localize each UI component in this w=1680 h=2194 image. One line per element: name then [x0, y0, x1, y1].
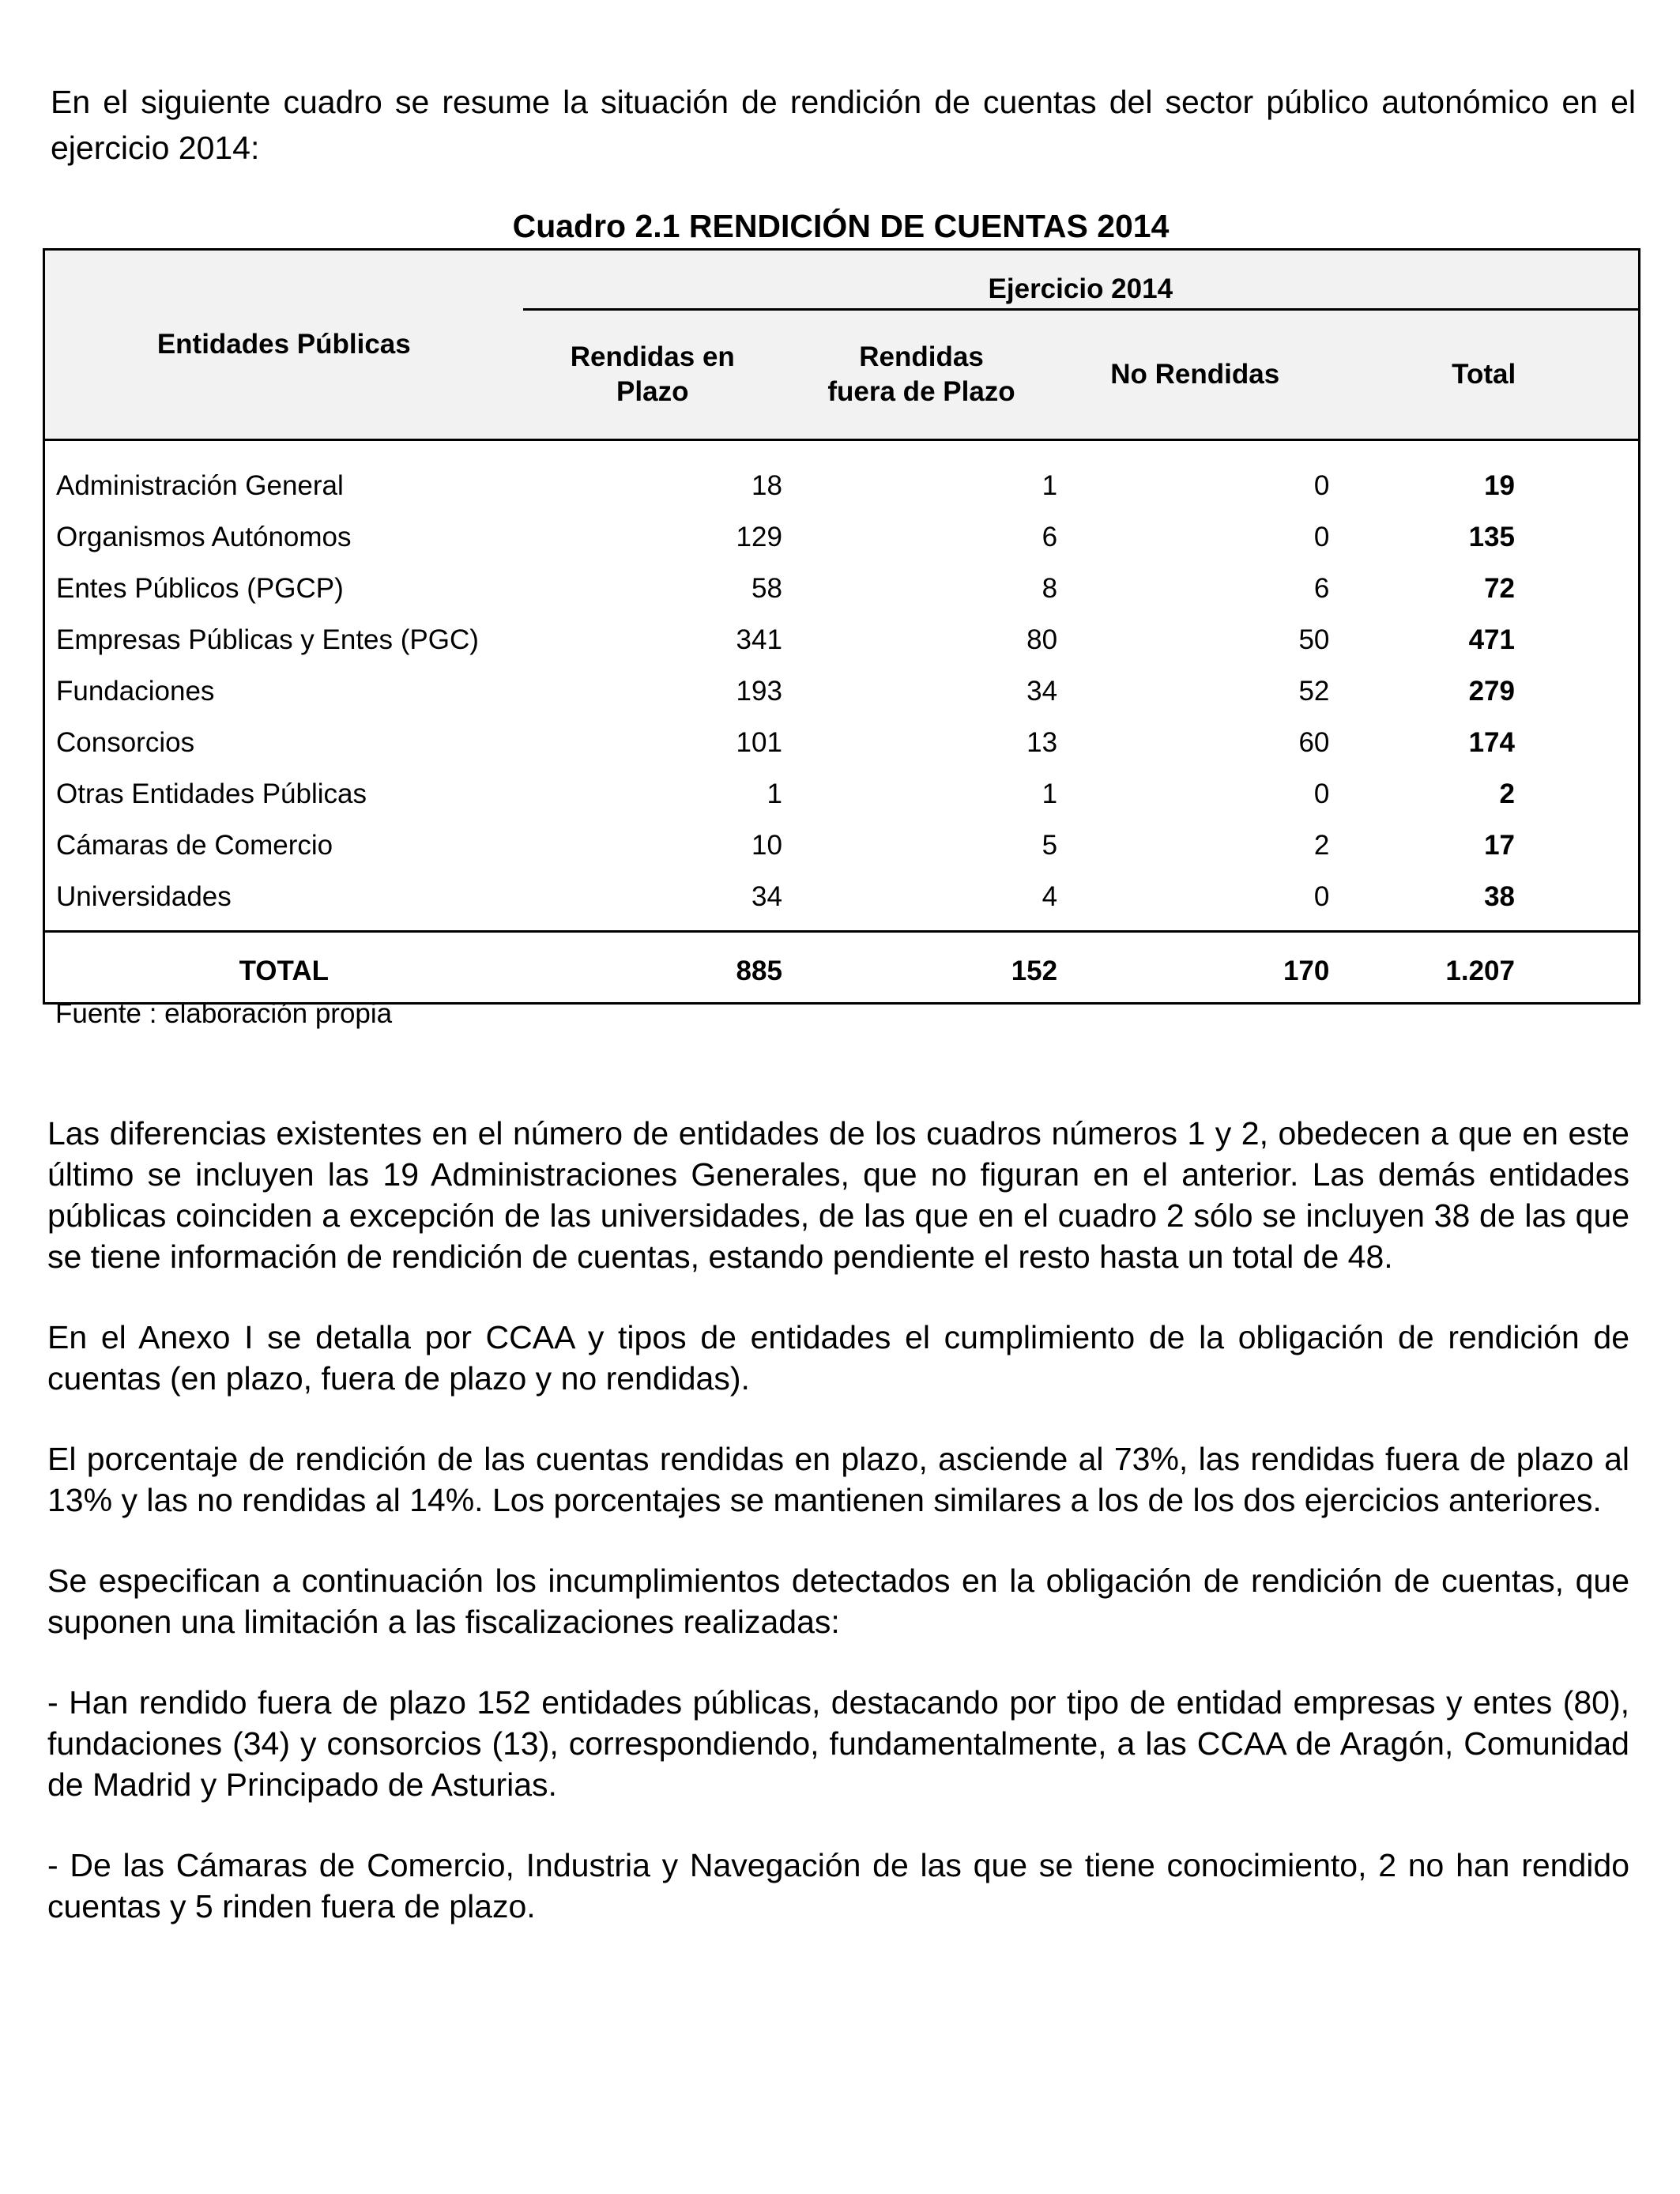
row-total: 17	[1484, 829, 1515, 861]
header-entity: Entidades Públicas	[44, 250, 523, 440]
table-row	[44, 665, 1640, 717]
row-no: 52	[1298, 675, 1330, 707]
row-plazo: 129	[736, 521, 782, 552]
row-no: 6	[1313, 572, 1330, 604]
row-fuera: 6	[1042, 521, 1058, 552]
paragraph: Las diferencias existentes en el número de entidades de los cuadros números 1 y 2, obedecen a que en este último se incluyen las 19 Administraciones Generales, que no figuran en el anterior. Las demás entidades públicas coinciden a excepción de las universidades, de las que en el cuadro 2 sólo se incluyen 38 de las que se tiene información de rendición de cuentas, estando pendiente el resto hasta un total de 48.	[47, 1115, 1629, 1275]
paragraph: Se especifican a continuación los incumplimientos detectados en la obligación de rendición de cuentas, que suponen una limitación a las fiscalizaciones realizadas:	[47, 1563, 1629, 1640]
table-title: Cuadro 2.1 RENDICIÓN DE CUENTAS 2014	[512, 208, 1170, 244]
row-entity-name: Entes Públicos (PGCP)	[56, 572, 344, 604]
header-total: Total	[1329, 310, 1639, 440]
header-rendidas-fuera	[782, 310, 1060, 440]
row-total: 174	[1468, 726, 1515, 758]
row-entity-name: Universidades	[56, 880, 232, 912]
row-fuera: 13	[1026, 726, 1058, 758]
body-text	[47, 1113, 1629, 1966]
row-total: 72	[1484, 572, 1515, 604]
table-row	[44, 768, 1640, 820]
table-row	[44, 511, 1640, 563]
row-entity-name: Consorcios	[56, 726, 195, 758]
row-plazo: 18	[751, 469, 782, 501]
intro-paragraph: En el siguiente cuadro se resume la situación de rendición de cuentas del sector público autonómico en el ejercicio 2014:	[51, 84, 1636, 166]
paragraph: - Han rendido fuera de plazo 152 entidades públicas, destacando por tipo de entidad empresas y entes (80), fundaciones (34) y consorcios (13), correspondiendo, fundamentalmente, a las CCAA de Aragón, Comunidad de Madrid y Principado de Asturias.	[47, 1684, 1629, 1803]
paragraph: El porcentaje de rendición de las cuentas rendidas en plazo, asciende al 73%, las rendidas fuera de plazo al 13% y las no rendidas al 14%. Los porcentajes se mantienen similares a los de los dos ejercicios anteriores.	[47, 1441, 1629, 1518]
row-total: 135	[1468, 521, 1515, 552]
row-plazo: 58	[751, 572, 782, 604]
row-total: 2	[1499, 778, 1515, 809]
row-fuera: 5	[1042, 829, 1058, 861]
header-rendidas-fuera-line1: Rendidas	[859, 341, 984, 372]
row-no: 0	[1313, 521, 1330, 552]
total-row	[44, 932, 1640, 1004]
table-row	[44, 614, 1640, 665]
total-no: 170	[1060, 932, 1329, 1004]
row-plazo: 341	[736, 624, 782, 655]
total-plazo: 885	[523, 932, 782, 1004]
row-plazo: 1	[767, 778, 782, 809]
total-label: TOTAL	[44, 932, 523, 1004]
row-total: 19	[1484, 469, 1515, 501]
row-no: 50	[1298, 624, 1330, 655]
row-total: 279	[1468, 675, 1515, 707]
row-total: 471	[1468, 624, 1515, 655]
table-row	[44, 717, 1640, 768]
row-no: 0	[1313, 469, 1330, 501]
row-plazo: 10	[751, 829, 782, 861]
row-fuera: 1	[1042, 778, 1058, 809]
table-row	[44, 871, 1640, 932]
row-entity-name: Empresas Públicas y Entes (PGC)	[56, 624, 479, 655]
row-entity-name: Organismos Autónomos	[56, 521, 352, 552]
table-row	[44, 820, 1640, 871]
header-rendidas-plazo-line1: Rendidas en	[570, 341, 735, 372]
row-no: 0	[1313, 778, 1330, 809]
accounts-table	[43, 248, 1640, 1005]
row-entity-name: Administración General	[56, 469, 344, 501]
row-no: 60	[1298, 726, 1330, 758]
row-plazo: 193	[736, 675, 782, 707]
row-entity-name: Cámaras de Comercio	[56, 829, 333, 861]
row-entity-name: Fundaciones	[56, 675, 215, 707]
paragraph: - De las Cámaras de Comercio, Industria y Navegación de las que se tiene conocimiento, 2 no han rendido cuentas y 5 rinden fuera de plazo.	[47, 1847, 1629, 1924]
row-fuera: 34	[1026, 675, 1058, 707]
table-row	[44, 563, 1640, 614]
paragraph: En el Anexo I se detalla por CCAA y tipos de entidades el cumplimiento de la obligación de rendición de cuentas (en plazo, fuera de plazo y no rendidas).	[47, 1319, 1629, 1397]
header-no-rendidas: No Rendidas	[1060, 310, 1329, 440]
row-fuera: 8	[1042, 572, 1058, 604]
row-entity-name: Otras Entidades Públicas	[56, 778, 367, 809]
row-fuera: 1	[1042, 469, 1058, 501]
header-rendidas-fuera-line2: fuera de Plazo	[827, 376, 1015, 407]
header-rendidas-plazo	[523, 310, 782, 440]
header-rendidas-plazo-line2: Plazo	[616, 376, 689, 407]
row-plazo: 34	[751, 880, 782, 912]
table-source: Fuente : elaboración propia	[55, 998, 393, 1029]
row-plazo: 101	[736, 726, 782, 758]
row-total: 38	[1484, 880, 1515, 912]
row-no: 2	[1313, 829, 1330, 861]
row-no: 0	[1313, 880, 1330, 912]
header-ejercicio: Ejercicio 2014	[523, 250, 1640, 310]
header-row-group	[44, 250, 1640, 310]
row-fuera: 4	[1042, 880, 1058, 912]
total-total: 1.207	[1329, 932, 1639, 1004]
table-row	[44, 440, 1640, 512]
total-fuera: 152	[782, 932, 1060, 1004]
row-fuera: 80	[1026, 624, 1058, 655]
